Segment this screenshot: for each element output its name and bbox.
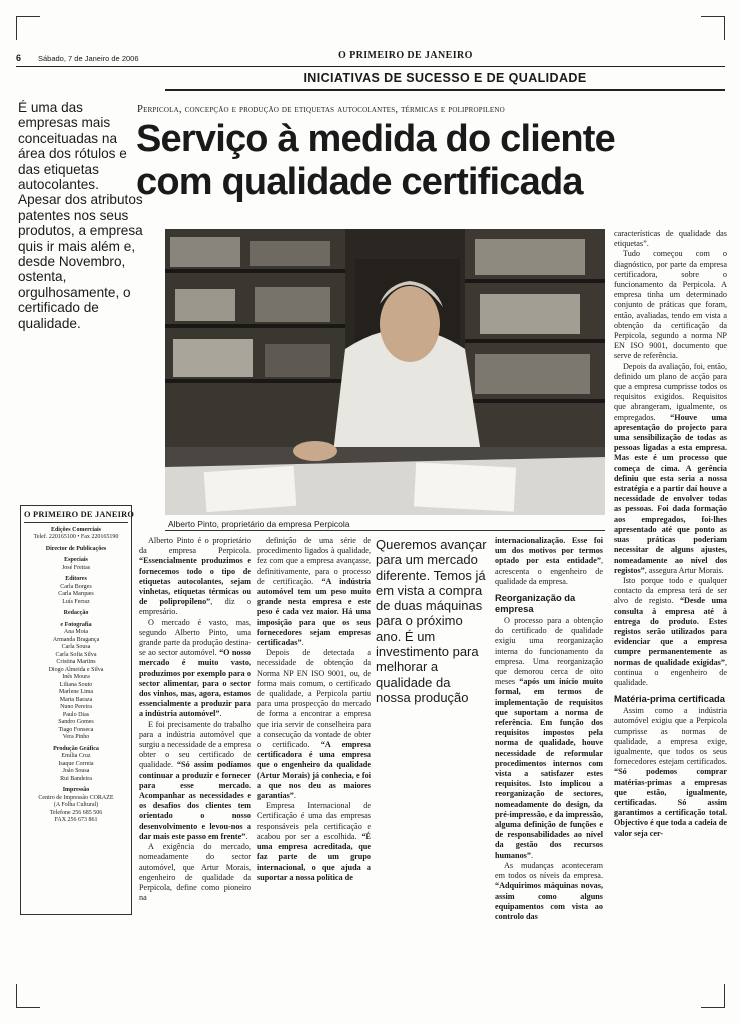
staff-role: Edições Comerciais xyxy=(50,526,102,533)
quote-text: “O nosso mercado é muito vasto, produzimos por exemplo para o sector alimentar, para o sector dos vinhos, mas, agora, estamos essencialmente a produzir para a indústria automóvel” xyxy=(139,648,251,719)
body-text: . xyxy=(293,791,296,801)
quote-text: “A empresa certificadora é uma empresa que o engenheiro da qualidade (Artur Morais) já conhecia, e foi a que nos deu as maiores garantias” xyxy=(257,740,371,801)
paragraph xyxy=(139,618,251,720)
paragraph xyxy=(614,249,727,361)
quote-text: “Desde uma consulta à empresa até à entrega do produto. Estes registos serão utilizados para evidenciar que a empresa cumpre permanentemente as normas de qualidade exigidas” xyxy=(614,596,728,667)
body-text: características de qualidade das etiquetas”. xyxy=(614,229,727,249)
staff-role: Impressão xyxy=(62,787,90,793)
intro-blurb: É uma das empresas mais conceituadas na área dos rótulos e das etiquetas autocolantes. Apesar dos atributos patentes nos seus produtos, a empresa quis ir mais além e, desde Novembro, ostenta, orgulhosamente, o certificado de qualidade. xyxy=(18,100,143,331)
paragraph xyxy=(495,616,603,861)
staff-name: Rui Bandeira xyxy=(60,775,92,782)
staff-role: Especiais xyxy=(64,557,88,563)
staff-box xyxy=(20,505,135,915)
staff-role: Director de Publicações xyxy=(45,545,107,552)
article-column-4 xyxy=(495,536,603,922)
staff-name: Diogo Almeida e Silva xyxy=(48,666,104,673)
staff-role: e Fotografia xyxy=(60,621,92,628)
staff-name: Inês Moura xyxy=(62,674,90,680)
quote-text: “É uma empresa acreditada, que faz parte de um grupo internacional, o que ajuda a suportar a nossa política de xyxy=(257,831,371,882)
section-title: INICIATIVAS DE SUCESSO E DE QUALIDADE xyxy=(303,71,587,85)
crop-mark-br-h xyxy=(701,1007,725,1008)
staff-name: Telef. 220165100 • Fax 220165190 xyxy=(33,534,119,540)
staff-name: Armanda Bragança xyxy=(52,636,100,643)
staff-box-masthead: O PRIMEIRO DE JANEIRO xyxy=(24,511,128,523)
staff-name: Cristina Martins xyxy=(56,659,96,665)
headline-line-2: com qualidade certificada xyxy=(136,161,583,203)
staff-name: Emília Cruz xyxy=(61,753,91,759)
body-text: E foi precisamente do trabalho para a indústria automóvel que surgiu a necessidade de a empresa obter o seu certificado de qualidade. xyxy=(139,719,251,770)
staff-role: Editores xyxy=(65,576,87,582)
body-text: Isto porque todo e qualquer contacto da empresa terá de ser alvo de registo. xyxy=(614,575,727,606)
paragraph xyxy=(495,861,603,922)
paragraph xyxy=(614,362,727,576)
paragraph xyxy=(139,720,251,842)
headline-line-1: Serviço à medida do cliente xyxy=(136,118,615,160)
staff-name: José Freitas xyxy=(61,564,91,571)
issue-date: Sábado, 7 de Janeiro de 2006 xyxy=(38,54,139,63)
staff-role: Redacção xyxy=(63,610,89,616)
staff-role: Produção Gráfica xyxy=(53,745,99,752)
body-text: A exigência do mercado, nomeadamente do sector automóvel, que Artur Morais, engenheiro de qualidade da Perpicola, define como pioneiro na xyxy=(139,842,251,903)
article-photo xyxy=(165,229,605,515)
paragraph xyxy=(257,801,371,883)
body-text: . xyxy=(301,638,304,648)
body-text: Depois de detectada a necessidade de obtenção da Norma NP EN ISO 9001, ou, de forma mais comum, o certificado de qualidade, a Perpicola partiu para uma prospecção do mercado de forma a encontrar a empresa que iria servir de conselheira para a consecução da vontade de obter o certificado. xyxy=(257,648,371,750)
body-text: Assim como a indústria automóvel exigiu que a Perpicola cumprisse as normas de qualidade, a empresa exige, igualmente, que todos os seus fornecedores estejam certificados. xyxy=(614,706,727,767)
quote-text: “Houve uma apresentação do projecto para uma sensibilização de todas as pessoas ligadas a esta empresa. Mas este é um processo que começa de cima. A gerência definiu que esta seria a nossa estratégia e a partir daí houve a necessidade de envolver todas as pessoas. Foi dada formação aos empregados, foi-lhes apresentado até que ponto as suas práticas poderiam necessitar de alguns ajustes, nomeadamente ao nível dos registos” xyxy=(614,412,728,575)
body-text: Depois da avaliação, foi, então, definido um plano de acção para que a empresa cumprisse todos os requisitos exigidos. Requisitos que abrangeram, igualmente, os empregados. xyxy=(614,361,727,422)
article-headline xyxy=(136,118,731,204)
quote-text: “A indústria automóvel tem um peso muito grande nesta empresa e este peso é cada vez maior. Há uma imposição para que os seus fornecedores sejam empresas certificadas” xyxy=(257,576,372,648)
crop-mark-tr-v xyxy=(724,16,725,40)
paragraph xyxy=(614,229,727,249)
article-column-1 xyxy=(139,536,251,903)
quote-text: “Só assim podíamos continuar a produzir e fornecer para esse mercado. Acompanhar as necessidades e os desafios dos clientes tem orientado o nosso desenvolvimento e levou-nos a dar mais este passo em frente” xyxy=(139,760,251,841)
quote-text: internacionalização. Esse foi um dos motivos por termos optado por esta entidade” xyxy=(495,536,603,566)
staff-name: Telefone 256 685 506 xyxy=(49,809,103,816)
quote-text: “após um início muito formal, em termos de implementação de requisitos que suportam a norma de referência. Em função dos requisitos impostos pela norma de qualidade, houve necessidade de reformular procedimentos internos com vista a satisfazer estes requisitos. Isto implicou a reorganização de sectores, nomeadamente do design, da pré-impressão, e da impressão, alguma definição de funções e de responsabilidades ao nível da gestão dos recursos humanos” xyxy=(495,677,603,860)
staff-name: Nuno Pereira xyxy=(60,704,92,710)
crop-mark-bl-v xyxy=(16,984,17,1008)
body-text: . xyxy=(219,709,222,719)
staff-name: Isaque Correia xyxy=(58,760,94,767)
page-number: 6 xyxy=(16,53,22,63)
pull-quote: Queremos avançar para um mercado diferente. Temos já em vista a compra de duas máquinas para o próximo ano. É um investimento para melhorar a qualidade da nossa produção xyxy=(376,537,487,705)
quote-text: “Essencialmente produzimos e fornecemos todo o tipo de etiquetas autocolantes, sejam vinhetas, etiquetas térmicas ou de polipropileno” xyxy=(139,556,251,607)
paragraph xyxy=(495,536,603,587)
body-text: O mercado é vasto, mas, segundo Alberto Pinto, uma grande parte da produção destina-se ao sector automóvel. xyxy=(139,617,251,658)
article-column-5 xyxy=(614,229,727,839)
staff-name: Ana Mota xyxy=(63,629,89,635)
body-text: definição de uma série de procedimento ligados à qualidade, fez com que a empresa avançasse, definitivamente, para o processo de certificação. xyxy=(257,536,371,586)
staff-name: Paulo Dias xyxy=(62,711,90,718)
staff-name: Carla Sousa xyxy=(61,644,91,650)
crop-mark-tr-h xyxy=(701,16,725,17)
body-text: , diz o empresário. xyxy=(139,597,251,617)
paragraph xyxy=(614,576,727,688)
body-text: , assegura Artur Morais. xyxy=(644,565,724,575)
staff-name: João Sousa xyxy=(62,768,90,774)
staff-name: (A Folha Cultural) xyxy=(53,802,99,808)
body-text: Tudo começou com o diagnóstico, por parte da empresa certificadora, sobre o funcionamento da Perpicola. A empresa tinha um determinado conjunto de práticas que foram, então, avaliadas, tendo em vista a obtenção da certificação da Perpicola, segundo a norma NP EN ISO 9001, documento que serve de referência. xyxy=(614,249,727,361)
staff-name: Carla Sofia Silva xyxy=(55,651,97,658)
staff-name: Marlene Lima xyxy=(58,689,94,695)
header-rule xyxy=(16,66,725,67)
subheading: Matéria-prima certificada xyxy=(614,693,725,705)
body-text: Alberto Pinto é o proprietário da empresa Perpicola. xyxy=(139,536,251,556)
body-text: , continua o engenheiro de qualidade. xyxy=(614,657,727,687)
body-text: . xyxy=(245,831,248,841)
newspaper-masthead: O PRIMEIRO DE JANEIRO xyxy=(338,50,473,61)
body-text: O processo para a obtenção do certificado de qualidade exigiu uma reorganização interna do funcionamento da empresa. Uma reorganização que demorou cerca de oito meses xyxy=(495,616,603,687)
staff-name: Tiago Fonseca xyxy=(58,726,94,733)
body-text: As mudanças aconteceram em todos os níveis da empresa. xyxy=(495,860,603,881)
body-text: , acrescenta o engenheiro de qualidade da empresa. xyxy=(495,556,603,586)
crop-mark-tl-v xyxy=(16,16,17,40)
staff-name: Carla Borges xyxy=(60,583,92,590)
crop-mark-bl-h xyxy=(16,1007,40,1008)
quote-text: “Só podemos comprar matérias-primas a empresas que estão, igualmente, certificadas. Só assim garantimos a certificação total. Objectivo é que toda a cadeia de valor seja cer- xyxy=(614,767,727,838)
paragraph xyxy=(257,536,371,648)
body-text: . xyxy=(530,850,533,860)
staff-name: Liliana Souto xyxy=(59,681,93,688)
crop-mark-tl-h xyxy=(16,16,40,17)
section-rule xyxy=(165,89,725,91)
staff-name: Sandro Gomes xyxy=(58,719,94,725)
paragraph xyxy=(257,648,371,801)
crop-mark-br-v xyxy=(724,984,725,1008)
subheading: Reorganização da empresa xyxy=(495,592,576,615)
page-header xyxy=(16,50,725,66)
staff-box-lines xyxy=(24,527,128,825)
staff-name: Marta Baraza xyxy=(59,696,93,703)
staff-name: Carla Marques xyxy=(58,591,94,597)
body-text: Empresa Internacional de Certificação é uma das empresas responsáveis pela certificação e acabou por ser a escolhida. xyxy=(257,801,371,841)
paragraph xyxy=(139,842,251,903)
article-kicker: Perpicola, concepção e produção de etiquetas autocolantes, térmicas e polipropileno xyxy=(137,104,505,115)
staff-name: Centro de Impressão CORAZE xyxy=(38,794,114,801)
staff-name: FAX 256 673 861 xyxy=(54,817,98,823)
paragraph xyxy=(139,536,251,618)
staff-name: Luís Ferraz xyxy=(62,598,90,605)
photo-illustration xyxy=(165,229,605,515)
staff-name: Vera Pinho xyxy=(62,734,90,740)
article-column-2 xyxy=(257,536,371,883)
photo-caption: Alberto Pinto, proprietário da empresa Perpicola xyxy=(165,517,605,531)
paragraph xyxy=(614,706,727,839)
quote-text: “Adquirimos máquinas novas, assim como alguns equipamentos com vista ao controlo das xyxy=(495,881,603,921)
